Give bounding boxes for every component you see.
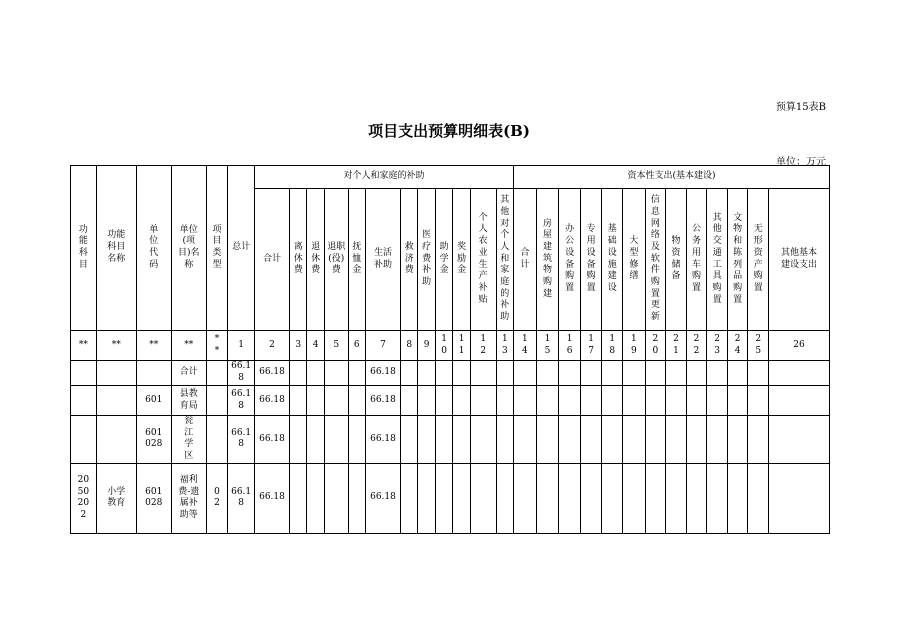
index-cell: ** xyxy=(171,331,206,361)
unit-label: 单位：万元 xyxy=(776,157,826,168)
header-func-subject-name: 功能科目名称 xyxy=(96,166,136,331)
header-capital-col: 物资储备 xyxy=(666,189,687,331)
index-cell: 16 xyxy=(559,331,581,361)
header-group-subsidy: 对个人和家庭的补助 xyxy=(255,166,514,189)
index-cell: 8 xyxy=(400,331,417,361)
header-capital-col: 无形资产购置 xyxy=(748,189,769,331)
index-cell: 5 xyxy=(324,331,348,361)
header-group-capital: 资本性支出(基本建设) xyxy=(514,166,830,189)
func-name-cell xyxy=(96,361,136,386)
func-code-cell xyxy=(71,386,97,416)
unit-code-cell xyxy=(136,361,171,386)
index-cell: 6 xyxy=(348,331,365,361)
header-unit-code: 单位代码 xyxy=(136,166,171,331)
func-name-cell: 小学教育 xyxy=(96,463,136,533)
subsidy-total-cell: 66.18 xyxy=(255,386,290,416)
index-cell: 15 xyxy=(536,331,559,361)
header-subsidy-col: 个人农业生产补贴 xyxy=(470,189,496,331)
header-project-type: 项目类型 xyxy=(206,166,228,331)
index-cell: ** xyxy=(71,331,97,361)
unit-code-cell: 601 xyxy=(136,386,171,416)
header-subsidy-col: 退休费 xyxy=(307,189,324,331)
total-cell: 66.18 xyxy=(228,386,255,416)
type-cell xyxy=(206,361,228,386)
header-subsidy-col: 助学金 xyxy=(435,189,452,331)
total-cell: 66.18 xyxy=(228,361,255,386)
table-row xyxy=(71,386,830,416)
header-subsidy-col: 生活补助 xyxy=(366,189,401,331)
header-func-subject: 功能科目 xyxy=(71,166,97,331)
func-code-cell: 2050202 xyxy=(71,463,97,533)
living-subsidy-cell: 66.18 xyxy=(366,386,401,416)
table-row xyxy=(71,361,830,386)
index-cell: 12 xyxy=(470,331,496,361)
index-cell: 25 xyxy=(748,331,769,361)
header-capital-col: 基础设施建设 xyxy=(602,189,623,331)
name-cell: 合计 xyxy=(171,361,206,386)
living-subsidy-cell: 66.18 xyxy=(366,416,401,464)
index-cell: 7 xyxy=(366,331,401,361)
name-cell: 福利费-遗属补助等 xyxy=(171,463,206,533)
index-cell: 2 xyxy=(255,331,290,361)
type-cell xyxy=(206,386,228,416)
header-subsidy-col: 合计 xyxy=(255,189,290,331)
type-cell: 02 xyxy=(206,463,228,533)
form-number: 预算15表B xyxy=(775,102,826,113)
header-subsidy-col: 退职(役)费 xyxy=(324,189,348,331)
index-cell: 23 xyxy=(707,331,728,361)
index-cell: 22 xyxy=(686,331,707,361)
table-row xyxy=(71,463,830,533)
index-cell: 11 xyxy=(453,331,470,361)
name-cell: 瓮江学区 xyxy=(171,416,206,464)
header-capital-col: 办公设备购置 xyxy=(559,189,581,331)
func-code-cell xyxy=(71,361,97,386)
index-cell: 1 xyxy=(228,331,255,361)
header-subsidy-col: 离休费 xyxy=(289,189,306,331)
header-subsidy-col: 奖励金 xyxy=(453,189,470,331)
total-cell: 66.18 xyxy=(228,463,255,533)
header-capital-col: 专用设备购置 xyxy=(580,189,602,331)
index-cell: ** xyxy=(206,331,228,361)
header-capital-col: 大型修缮 xyxy=(623,189,646,331)
header-capital-col: 房屋建筑物购建 xyxy=(536,189,559,331)
index-cell: 18 xyxy=(602,331,623,361)
subsidy-total-cell: 66.18 xyxy=(255,463,290,533)
index-cell: 9 xyxy=(418,331,435,361)
header-total: 总计 xyxy=(228,166,255,331)
total-cell: 66.18 xyxy=(228,416,255,464)
func-name-cell xyxy=(96,386,136,416)
index-cell: 20 xyxy=(645,331,666,361)
func-code-cell xyxy=(71,416,97,464)
header-capital-col: 合计 xyxy=(514,189,537,331)
index-cell: 19 xyxy=(623,331,646,361)
table-row xyxy=(71,416,830,464)
header-subsidy-col: 抚恤金 xyxy=(348,189,365,331)
index-cell: 4 xyxy=(307,331,324,361)
index-cell: 14 xyxy=(514,331,537,361)
index-cell: 3 xyxy=(289,331,306,361)
unit-code-cell: 601028 xyxy=(136,463,171,533)
header-capital-col: 其他基本建设支出 xyxy=(769,189,830,331)
index-cell: 10 xyxy=(435,331,452,361)
header-unit-project-name: 单位(项目)名称 xyxy=(171,166,206,331)
index-cell: ** xyxy=(96,331,136,361)
index-cell: 17 xyxy=(580,331,602,361)
header-capital-col: 其他交通工具购置 xyxy=(707,189,728,331)
header-subsidy-col: 医疗费补助 xyxy=(418,189,435,331)
header-subsidy-col: 救济费 xyxy=(400,189,417,331)
living-subsidy-cell: 66.18 xyxy=(366,463,401,533)
subsidy-total-cell: 66.18 xyxy=(255,361,290,386)
type-cell xyxy=(206,416,228,464)
budget-table xyxy=(70,165,830,534)
index-cell: 24 xyxy=(727,331,748,361)
page-title: 项目支出预算明细表(B) xyxy=(368,122,530,140)
header-capital-col: 信息网络及软件购置更新 xyxy=(645,189,666,331)
index-cell: 21 xyxy=(666,331,687,361)
unit-code-cell: 601028 xyxy=(136,416,171,464)
index-cell: 13 xyxy=(496,331,514,361)
header-capital-col: 公务用车购置 xyxy=(686,189,707,331)
living-subsidy-cell: 66.18 xyxy=(366,361,401,386)
header-subsidy-col: 其他对个人和家庭的补助 xyxy=(496,189,514,331)
func-name-cell xyxy=(96,416,136,464)
index-cell: 26 xyxy=(769,331,830,361)
header-capital-col: 文物和陈列品购置 xyxy=(727,189,748,331)
index-cell: ** xyxy=(136,331,171,361)
subsidy-total-cell: 66.18 xyxy=(255,416,290,464)
name-cell: 县教育局 xyxy=(171,386,206,416)
